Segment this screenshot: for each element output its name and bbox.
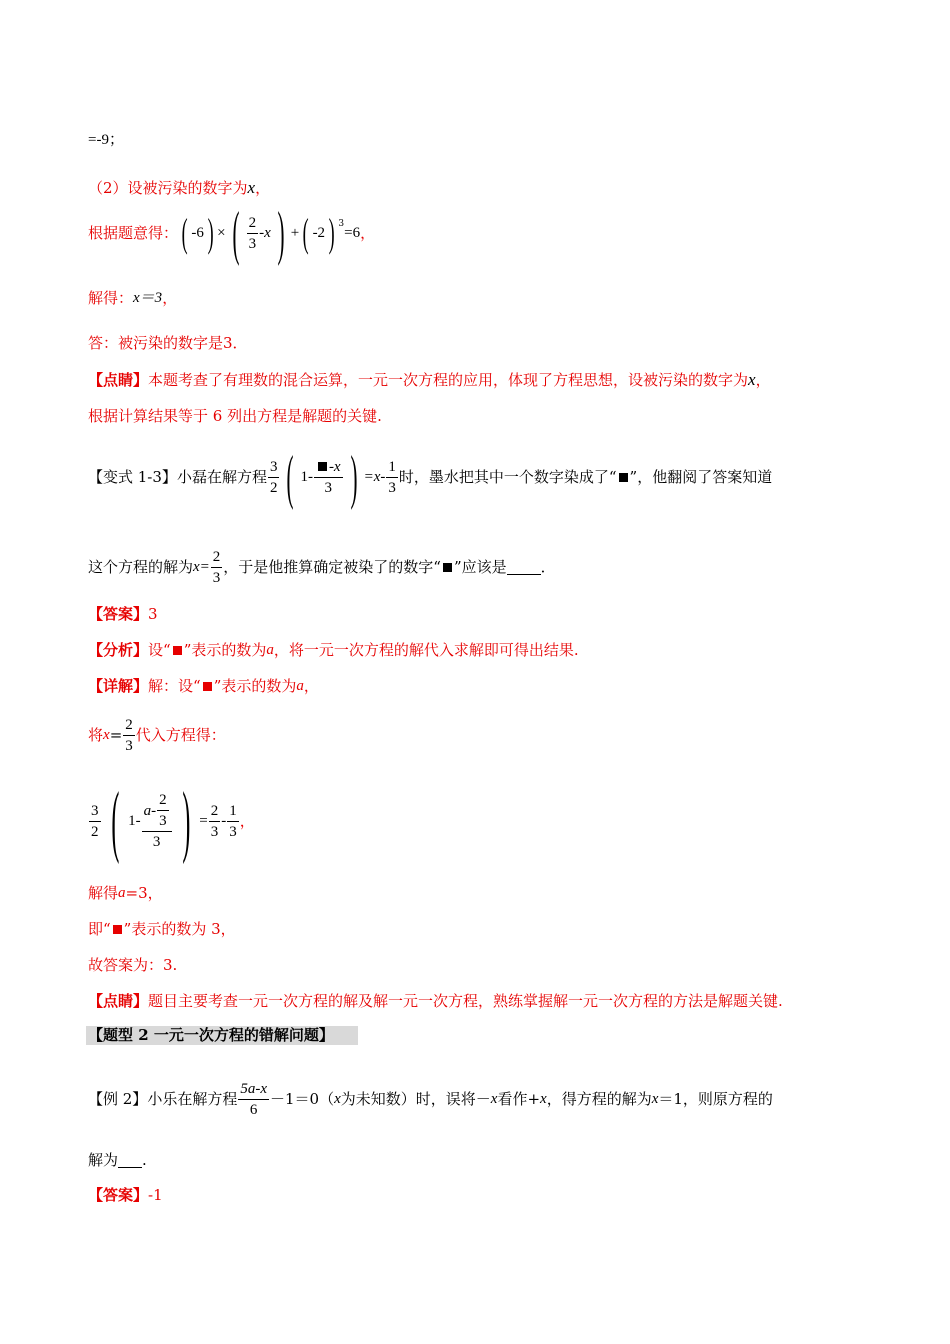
variant-dianjing: 【点睛】 题目主要考查一元一次方程的解及解一元一次方程，熟练掌握解一元一次方程的方法是解题关键. xyxy=(88,992,783,1010)
solve-line: 解得： x＝3 ， xyxy=(88,289,178,307)
variant-analysis: 【分析】 设“ ”表示的数为 a ，将一元一次方程的解代入求解即可得出结果. xyxy=(88,641,579,659)
part2-end: ， xyxy=(255,179,271,197)
setup-line: 根据题意得： ( -6 ) × ( $\frac{2}{3}$ -x ) + ( -2 ) $^3$ =6 ， xyxy=(88,200,376,266)
ji-line: 即“ ”表示的数为 3， xyxy=(88,920,236,938)
substituted-equation: $\frac{3}{2}$ ( 1- a- $\frac{2}{3}$ 3 ) = $\frac{2}{3}$ - $\frac{1}{3}$ ， xyxy=(91,777,255,865)
example2-tag: 【例 2】 xyxy=(88,1090,148,1108)
fraction-two-thirds: $\frac{2}{3}$ xyxy=(248,214,257,252)
stained-fraction: $\frac{-x}{3}$ xyxy=(314,457,343,498)
part2-line xyxy=(88,178,270,198)
stain-square-icon xyxy=(318,462,327,471)
solved-line: 解得 a =3， xyxy=(88,884,163,902)
variant-tag: 【变式 1-3】 xyxy=(88,468,177,486)
setup-label: 根据题意得： xyxy=(88,224,179,242)
section-header: 【题型 2 一元一次方程的错解问题】 xyxy=(86,1026,358,1045)
part2-text: （2）设被污染的数字为 xyxy=(88,179,248,197)
neg6: -6 xyxy=(191,225,204,241)
example2-line-2: 解为 . xyxy=(88,1151,147,1169)
answer-line xyxy=(88,333,248,353)
dianjing-tag: 【点睛】 xyxy=(88,371,149,389)
variant-line-1: 【变式 1-3】 小磊在解方程 $\frac{3}{2}$ ( 1- $\frac{-x}{3}$ ) =x- $\frac{1}{3}$ 时，墨水把其中一个数字染成了“ ”，他翻阅了答案知道 xyxy=(88,444,773,510)
part2-var: x xyxy=(247,178,256,197)
stain-square-icon xyxy=(619,473,628,482)
answer-blank[interactable] xyxy=(507,560,541,575)
example2-blank[interactable] xyxy=(118,1153,142,1168)
solve-label: 解得： xyxy=(88,289,134,307)
solve-eq: x＝3 xyxy=(133,290,163,306)
stain-square-icon xyxy=(443,563,452,572)
variant-line-2: 这个方程的解为 x= $\frac{2}{3}$ ，于是他推算确定被染了的数字“ ”应该是 ． xyxy=(88,548,556,586)
stain-square-icon xyxy=(113,925,122,934)
dianjing-line-2: 根据计算结果等于 6 列出方程是解题的关键. xyxy=(88,407,382,425)
substitute-line: 将 x = $\frac{2}{3}$ 代入方程得： xyxy=(88,716,226,754)
variant-detail: 【详解】 解：设“ ”表示的数为 a ， xyxy=(88,677,319,695)
stain-square-icon xyxy=(203,682,212,691)
gu-line: 故答案为：3. xyxy=(88,956,178,974)
stain-square-icon xyxy=(173,646,182,655)
eq-result: =-9； xyxy=(88,132,124,148)
variant-answer: 【答案】 3 xyxy=(88,605,158,623)
answer-text: 答：被污染的数字是3． xyxy=(88,334,248,352)
line-eq-result xyxy=(88,130,124,150)
dianjing-line-1: 【点睛】 本题考查了有理数的混合运算，一元一次方程的应用，体现了方程思想，设被污染的数字为 x ， xyxy=(88,370,771,389)
example2-answer: 【答案】 -1 xyxy=(88,1186,163,1204)
example2-line-1: 【例 2】 小乐在解方程 $\frac{5a-x}{6}$ －1＝0（ x 为未知数）时，误将－ x 看作+ x ，得方程的解为 x ＝1，则原方程的 xyxy=(88,1080,773,1118)
